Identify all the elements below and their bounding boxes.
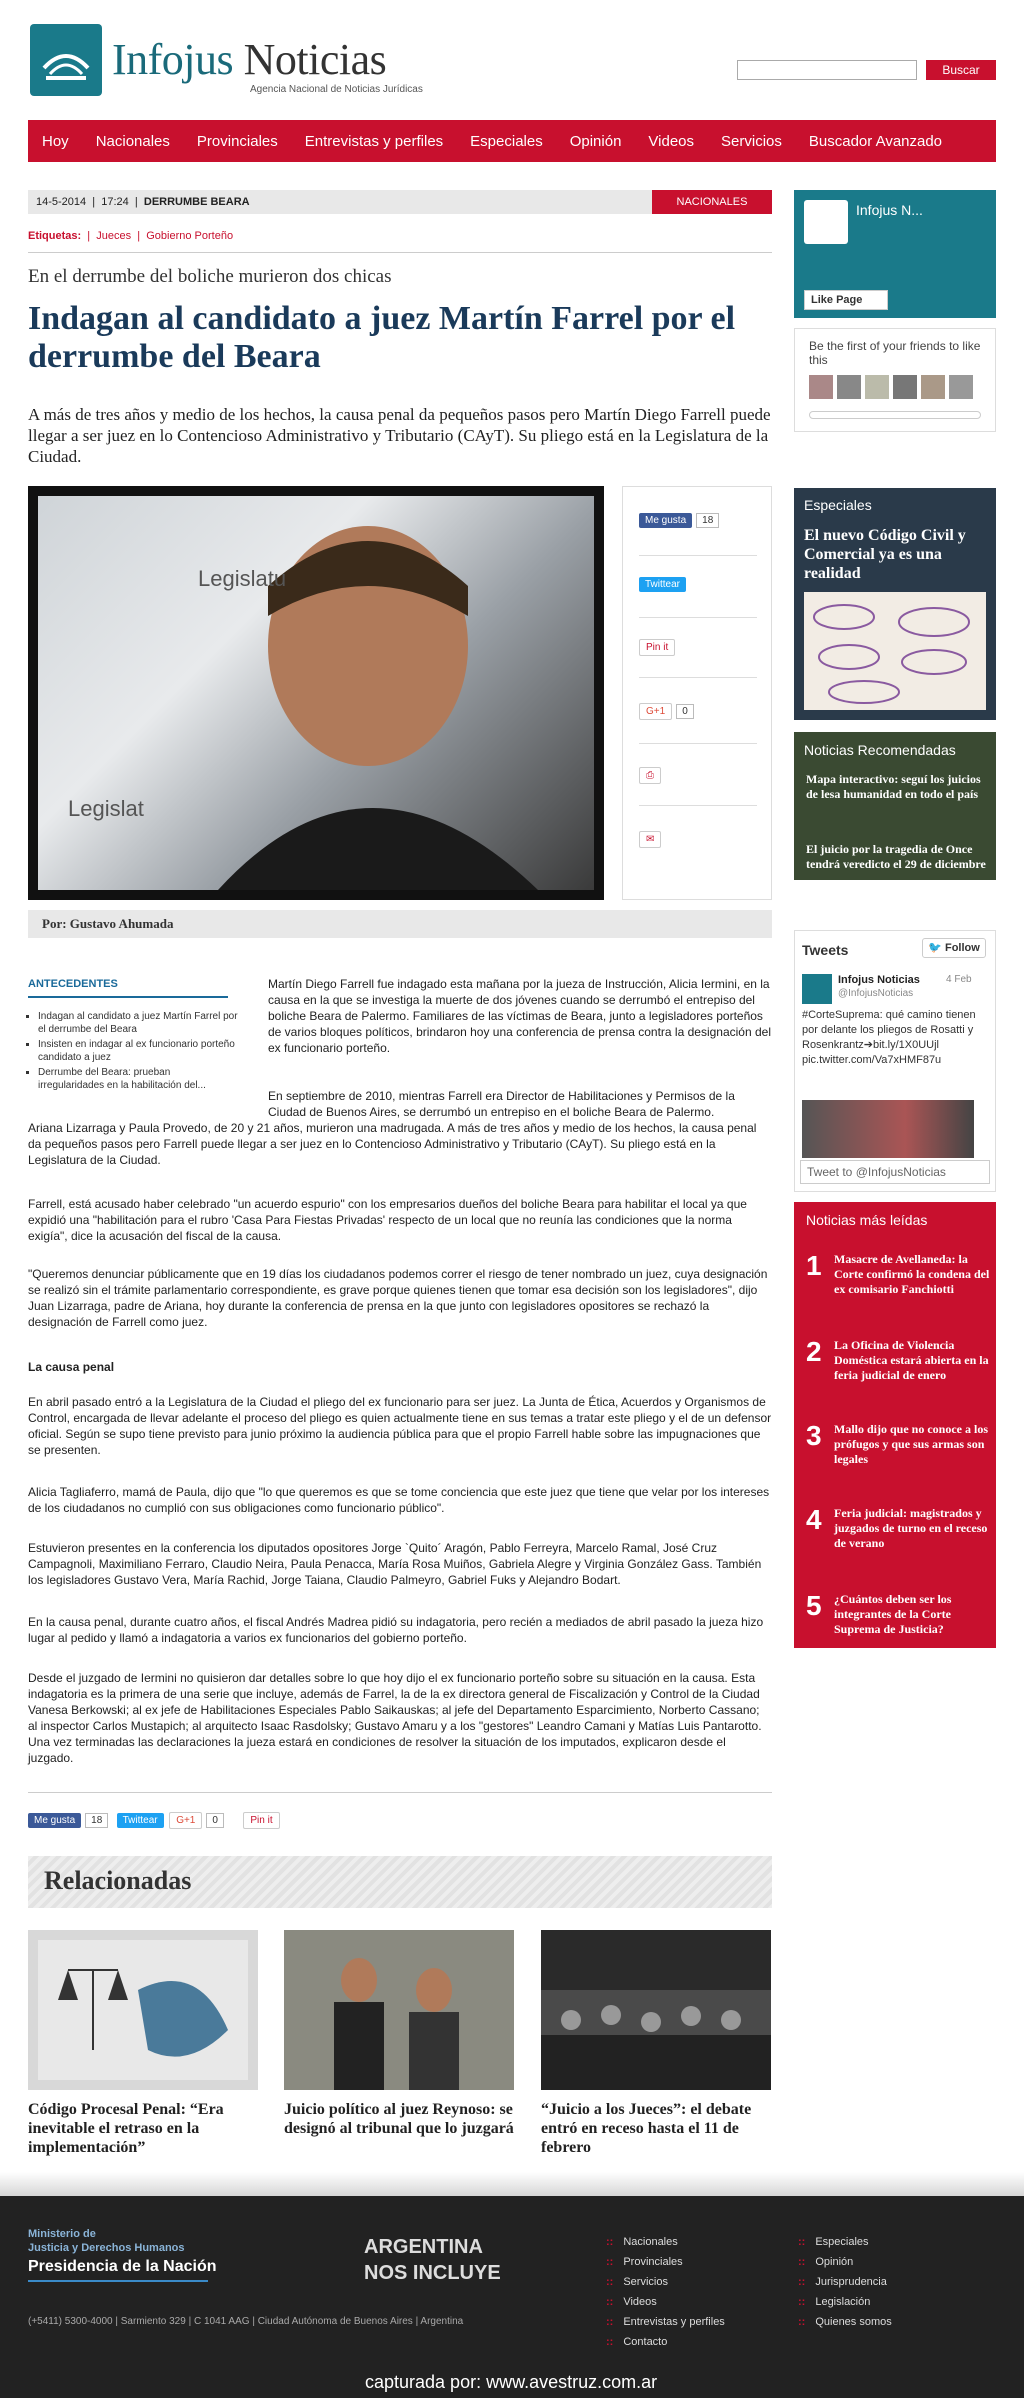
article-photo: [28, 486, 604, 900]
antecedente-item[interactable]: ▪ Derrumbe del Beara: prueban irregularidades en la habilitación del...: [38, 1066, 238, 1092]
rank-number: 1: [806, 1250, 822, 1281]
article-paragraph: Martín Diego Farrell fue indagado esta mañana por la jueza de Instrucción, Alicia Iermini, en la causa en la que se investiga la muerte de dos jóvenes cuando se derrumbó el entrepiso del boliche Beara de Palermo. Familiares de las víctimas de Beara, junto a legisladores porteños de varios bloques políticos, brindaron hoy una conferencia de prensa contra la designación del ex funcionario porteño.: [268, 977, 771, 1055]
argentina-logo: NOS INCLUYE: [364, 2262, 501, 2284]
gplus-count: 0: [676, 704, 694, 719]
like-count: 18: [696, 513, 719, 528]
recomendadas-title: Noticias Recomendadas: [804, 742, 956, 758]
avatar: [893, 375, 917, 399]
article-date: 14-5-2014: [36, 196, 87, 208]
search-input[interactable]: [737, 60, 917, 80]
tweet-image[interactable]: [802, 1100, 974, 1158]
tweet-input[interactable]: Tweet to @InfojusNoticias: [800, 1160, 990, 1184]
rank-number: 4: [806, 1504, 822, 1535]
tweet-button[interactable]: Twittear: [639, 577, 686, 592]
ministerio-line: Ministerio de: [28, 2228, 96, 2240]
rank-number: 5: [806, 1590, 822, 1621]
photo-image: [38, 496, 594, 890]
presidencia-underline: [28, 2280, 208, 2282]
mas-leida-item[interactable]: Masacre de Avellaneda: la Corte confirmó la condena del ex comisario Fanchiotti: [834, 1252, 990, 1296]
divider: [28, 1792, 772, 1793]
search-button[interactable]: Buscar: [926, 60, 996, 80]
avatar: [837, 375, 861, 399]
argentina-logo: ARGENTINA: [364, 2236, 483, 2258]
tweets-title: Tweets: [802, 942, 849, 958]
article-topic: DERRUMBE BEARA: [143, 196, 250, 208]
tweet-date[interactable]: 4 Feb: [946, 974, 972, 985]
tag-gobierno[interactable]: Gobierno Porteño: [146, 230, 234, 242]
article-paragraph: "Queremos denunciar públicamente que en 19 días los ciudadanos podemos correr el riesgo de tener nombrado un juez, cuya designación se realizó sin el trámite parlamentario correspondiente, es grave porque quienes tienen que tomar esa decisión son los legisladores", dijo Juan Lizarraga, padre de Ariana, hoy durante la conferencia de prensa en la que junto con legisladores opositores se rechazó la designación de Farrell como juez.: [28, 1267, 768, 1329]
related-image[interactable]: [541, 1930, 771, 2090]
section-badge[interactable]: NACIONALES: [652, 190, 772, 214]
facebook-like-button[interactable]: Me gusta: [639, 513, 692, 528]
article-subheading: La causa penal: [28, 1360, 115, 1374]
article-paragraph: En la causa penal, durante cuatro años, el fiscal Andrés Madrea pidió su indagatoria, pero recién a mediados de abril pasado la jueza hizo lugar al pedido y llamó a indagatoria a varios ex funcionarios del gobierno porteño.: [28, 1615, 764, 1645]
article-paragraph: Ariana Lizarraga y Paula Provedo, de 20 y 21 años, murieron una madrugada. A más de tres años y medio de los hechos, la causa penal da pequeños pasos pero Farrell puede llegar a ser juez en lo Contencioso Administrativo y Tributario (CAyT). Su pliego está en la Legislatura de la Ciudad.: [28, 1121, 757, 1167]
footer-link[interactable]: :: Nacionales: [606, 2236, 678, 2248]
mas-leida-item[interactable]: Mallo dijo que no conoce a los prófugos y que sus armas son legales: [834, 1422, 989, 1466]
print-icon[interactable]: ⎙: [639, 767, 661, 784]
footer-link[interactable]: :: Videos: [606, 2296, 657, 2308]
fb-like-page-button[interactable]: Like Page: [804, 290, 888, 310]
article-lead: A más de tres años y medio de los hechos, la causa penal da pequeños pasos pero Martín Diego Farrell puede llegar a ser juez en lo Contencioso Administrativo y Tributario (CAyT). Su pliego está en la Legislatura de la Ciudad.: [28, 405, 771, 466]
nav-item-entrevistas[interactable]: Entrevistas y perfiles: [304, 132, 444, 150]
rank-number: 3: [806, 1420, 822, 1451]
site-logo[interactable]: Infojus Noticias: [112, 35, 387, 84]
especiales-image[interactable]: [804, 592, 986, 710]
nav-item-servicios[interactable]: Servicios: [721, 132, 782, 150]
site-tagline: Agencia Nacional de Noticias Jurídicas: [250, 84, 423, 95]
tags-row: Etiquetas: | Jueces | Gobierno Porteño: [28, 230, 234, 242]
facebook-like-button[interactable]: Me gusta: [28, 1813, 81, 1828]
article-paragraph: Alicia Tagliaferro, mamá de Paula, dijo que "lo que queremos es que se tome conciencia que este juez que tiene que velar por los intereses de los ciudadanos no cumplió con sus obligaciones como funcionario público".: [28, 1485, 770, 1515]
related-image[interactable]: [284, 1930, 514, 2090]
footer-link[interactable]: :: Legislación: [798, 2296, 870, 2308]
antecedente-item[interactable]: ▪ Insisten en indagar al ex funcionario porteño candidato a juez: [38, 1038, 238, 1064]
article-paragraph: Estuvieron presentes en la conferencia los diputados opositores Jorge `Quito´ Aragón, Pablo Ferreyra, Marcelo Ramal, José Cruz Campagnoli, Maximiliano Ferraro, Claudio Neira, Paula Penacca, María Rosa Muiños, Gabriela Alegre y Virginia González Gass. También los legisladores Gustavo Vera, María Rachid, Jorge Taiana, Claudio Palmeyro, Gabriel Fuks y Alejandro Bodart.: [28, 1541, 762, 1587]
email-icon[interactable]: ✉: [639, 831, 661, 848]
svg-text:Legislatu: Legislatu: [198, 566, 287, 591]
nav-item-nacionales[interactable]: Nacionales: [95, 132, 170, 150]
ministerio-line: Justicia y Derechos Humanos: [28, 2242, 185, 2254]
twitter-follow-button[interactable]: 🐦 Follow: [922, 938, 986, 958]
follow-label: Follow: [944, 942, 980, 954]
mas-leidas-title: Noticias más leídas: [806, 1212, 928, 1228]
related-caption[interactable]: Juicio político al juez Reynoso: se designó al tribunal que lo juzgará: [284, 2101, 514, 2137]
article-meta-bar: 14-5-2014 | 17:24 | DERRUMBE BEARA: [28, 190, 772, 214]
svg-text:Legislat: Legislat: [68, 796, 144, 821]
footer-link[interactable]: :: Especiales: [798, 2236, 869, 2248]
nav-item-especiales[interactable]: Especiales: [470, 132, 543, 150]
share-bar-bottom: [28, 1812, 280, 1829]
fb-scrollbar[interactable]: [809, 411, 981, 419]
antecedentes-title: ANTECEDENTES: [28, 978, 118, 990]
fb-friends-text: Be the first of your friends to like this: [809, 339, 981, 367]
tweet-author[interactable]: Infojus Noticias: [838, 974, 920, 986]
article-paragraph: En septiembre de 2010, mientras Farrell era Director de Habilitaciones y Permisos de la Ciudad de Buenos Aires, se derrumbó un entrepiso en el boliche Beara de Palermo.: [268, 1089, 735, 1119]
avatar: [921, 375, 945, 399]
article-headline: Indagan al candidato a juez Martín Farrel por el derrumbe del Beara: [28, 300, 736, 375]
twitter-avatar[interactable]: [802, 974, 832, 1004]
tags-label: Etiquetas:: [28, 230, 82, 242]
related-caption[interactable]: “Juicio a los Jueces”: el debate entró en receso hasta el 11 de febrero: [541, 2101, 752, 2156]
avatar: [949, 375, 973, 399]
logo-icon[interactable]: [30, 24, 102, 96]
capture-credit: capturada por: www.avestruz.com.ar: [365, 2372, 658, 2392]
related-title: Relacionadas: [44, 1866, 192, 1895]
divider: [28, 252, 772, 253]
mas-leida-item[interactable]: Feria judicial: magistrados y juzgados de turno en el receso de verano: [834, 1506, 988, 1550]
footer-link[interactable]: :: Jurisprudencia: [798, 2276, 887, 2288]
footer-link[interactable]: :: Quienes somos: [798, 2316, 892, 2328]
fb-friends-box: [794, 328, 996, 432]
nav-item-videos[interactable]: Videos: [648, 132, 695, 150]
article-author: Por: Gustavo Ahumada: [28, 910, 772, 938]
gplus-button[interactable]: G+1: [639, 703, 672, 720]
tweet-button[interactable]: Twittear: [117, 1813, 164, 1828]
especiales-title: Especiales: [804, 497, 872, 513]
recomendada-item[interactable]: Mapa interactivo: seguí los juicios de lesa humanidad en todo el país: [806, 772, 981, 801]
related-caption[interactable]: Código Procesal Penal: “Era inevitable el retraso en la implementación”: [28, 2101, 224, 2156]
pinterest-button[interactable]: Pin it: [639, 639, 675, 656]
gplus-button[interactable]: G+1: [169, 1812, 202, 1829]
footer-link[interactable]: :: Entrevistas y perfiles: [606, 2316, 725, 2328]
nav-item-opinion[interactable]: Opinión: [569, 132, 622, 150]
pinterest-button[interactable]: Pin it: [243, 1812, 279, 1829]
tag-jueces[interactable]: Jueces: [96, 230, 132, 242]
like-count: 18: [85, 1813, 108, 1828]
share-column: [622, 486, 772, 900]
fb-page-avatar: [804, 200, 848, 244]
footer-link[interactable]: :: Servicios: [606, 2276, 668, 2288]
antecedentes-underline: [28, 996, 228, 998]
article-kicker: En el derrumbe del boliche murieron dos chicas: [28, 266, 392, 287]
article-paragraph: Farrell, está acusado haber celebrado "un acuerdo espurio" con los empresarios dueños del boliche Beara para habilitar el local ya que expidió una "habilitación para el rubro 'Casa Para Fiestas Privadas' respecto de un local que no reunía las condiciones que la norma exigía", dice la acusación del fiscal de la causa.: [28, 1197, 747, 1243]
footer-address: (+5411) 5300-4000 | Sarmiento 329 | C 1041 AAG | Ciudad Autónoma de Buenos Aires | Argentina: [28, 2316, 464, 2327]
nav-item-provinciales[interactable]: Provinciales: [196, 132, 278, 150]
avatar: [809, 375, 833, 399]
gplus-count: 0: [206, 1813, 224, 1828]
related-image[interactable]: [28, 1930, 258, 2090]
fb-avatars: [809, 375, 981, 399]
tweet-handle[interactable]: @InfojusNoticias: [838, 988, 914, 999]
especiales-headline[interactable]: El nuevo Código Civil y Comercial ya es una realidad: [804, 527, 966, 582]
antecedentes-list: [28, 1010, 238, 1094]
main-nav: [28, 120, 996, 162]
avatar: [865, 375, 889, 399]
article-paragraph: Desde el juzgado de Iermini no quisieron dar detalles sobre lo que hoy dijo el ex funcionario porteño sobre su situación en la causa. Esta indagatoria es la primera de una serie que incluye, además de Farrel, la de la ex directora general de Fiscalización y Control de la Ciudad Vanesa Berkowski; al ex jefe de Habilitaciones Especiales Pablo Saikauskas; al jefe del Departamento Esparcimiento, Norberto Cassano; al inspector Carlos Mustapich; al arquitecto Isaac Rasdolsky; Gustavo Amaru y a los "gestores" Leandro Camani y Matías Luis Pantarotto. Una vez terminadas las declaraciones la jueza estará en condiciones de resolver la situación de los imputados, explicaron desde el juzgado.: [28, 1671, 762, 1765]
footer-link[interactable]: :: Provinciales: [606, 2256, 683, 2268]
antecedente-item[interactable]: ▪ Indagan al candidato a juez Martín Farrel por el derrumbe del Beara: [38, 1010, 238, 1036]
rank-number: 2: [806, 1336, 822, 1367]
mas-leida-item[interactable]: La Oficina de Violencia Doméstica estará abierta en la feria judicial de enero: [834, 1338, 989, 1382]
tweet-text: #CorteSuprema: qué camino tienen por delante los pliegos de Rosatti y Rosenkrantz➔bit.ly/1X0UUjl pic.twitter.com/Va7xHMF87u: [802, 1009, 976, 1066]
footer: [0, 2196, 1024, 2398]
footer-link[interactable]: :: Opinión: [798, 2256, 853, 2268]
article-paragraph: En abril pasado entró a la Legislatura de la Ciudad el pliego del ex funcionario para ser juez. La Junta de Ética, Acuerdos y Organismos de Control, encargada de llevar adelante el proceso del pliego es quien actualmente tiene en sus temas a tratar este pliego y el de un defensor oficial. Según se supo tiene previsto para junio próximo la audiencia pública para que el propio Farrell hable sobre las impugnaciones que se presenten.: [28, 1395, 772, 1457]
article-time: 17:24: [101, 196, 129, 208]
nav-item-buscador[interactable]: Buscador Avanzado: [808, 132, 943, 150]
fb-page-name: Infojus N...: [856, 202, 923, 218]
footer-link[interactable]: :: Contacto: [606, 2336, 667, 2348]
recomendada-item[interactable]: El juicio por la tragedia de Once tendrá veredicto el 29 de diciembre: [806, 842, 986, 871]
mas-leida-item[interactable]: ¿Cuántos deben ser los integrantes de la Corte Suprema de Justicia?: [834, 1592, 952, 1636]
presidencia-logo[interactable]: Presidencia de la Nación: [28, 2258, 217, 2275]
nav-item-hoy[interactable]: Hoy: [42, 132, 69, 150]
